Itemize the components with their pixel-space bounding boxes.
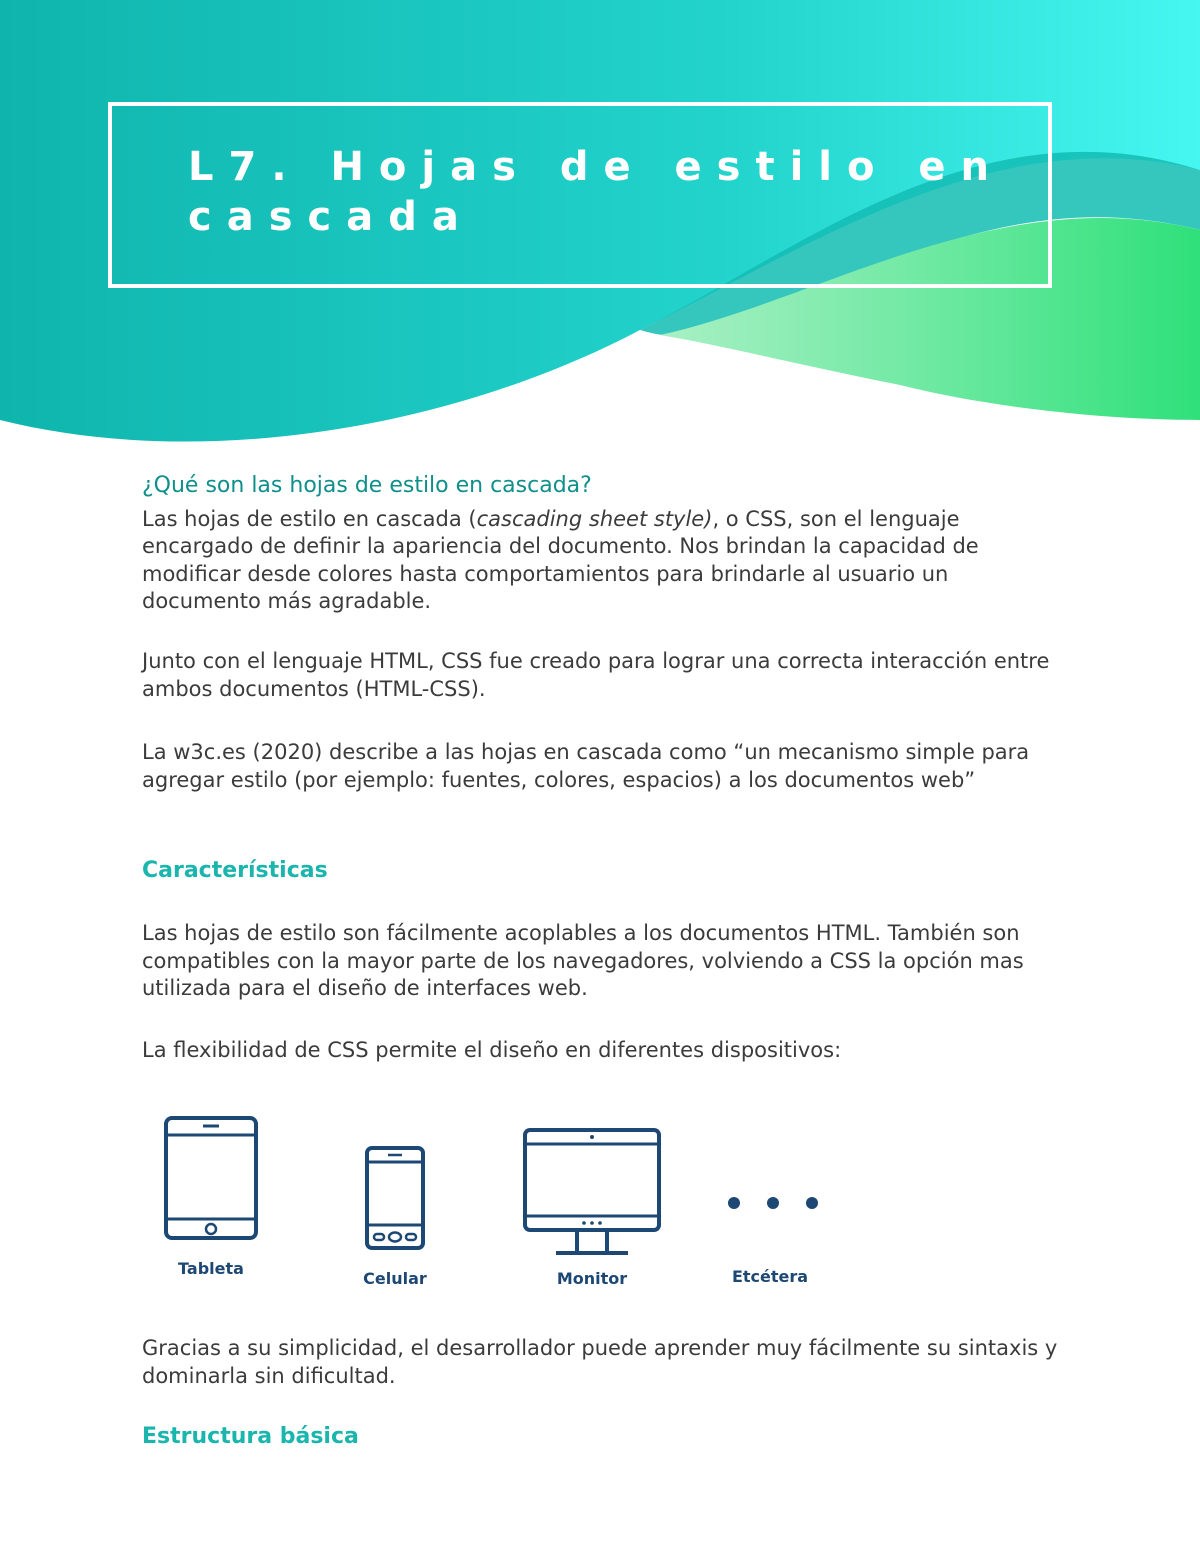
- devices-illustration: [150, 1115, 870, 1305]
- caracteristicas-p1-block: [142, 920, 1072, 1003]
- tablet-icon: [163, 1115, 259, 1241]
- intro-p1-start: Las hojas de estilo en cascada (: [142, 506, 477, 531]
- caracteristicas-heading: Características: [142, 858, 328, 883]
- device-label-ellipsis: Etcétera: [731, 1267, 809, 1286]
- page-title: L7. Hojas de estilo en cascada: [188, 144, 1005, 240]
- caracteristicas-p3-block: [142, 1335, 1072, 1390]
- device-label-tablet: Tableta: [178, 1259, 244, 1278]
- intro-p1-emphasis: cascading sheet style): [476, 506, 713, 531]
- title-frame: [108, 102, 1052, 288]
- intro-paragraph-1: [142, 506, 1072, 616]
- phone-icon: [364, 1145, 426, 1251]
- caracteristicas-paragraph-2: La flexibilidad de CSS permite el diseño en diferentes dispositivos:: [142, 1038, 842, 1062]
- estructura-heading: Estructura básica: [142, 1424, 359, 1449]
- intro-question-heading: ¿Qué son las hojas de estilo en cascada?: [142, 473, 592, 498]
- caracteristicas-paragraph-1: Las hojas de estilo son fácilmente acoplables a los documentos HTML. También son compatibles con la mayor parte de los navegadores, volviendo a CSS la opción mas utilizada para el diseño de interfaces web.: [142, 921, 1024, 1000]
- caracteristicas-p2-block: [142, 1037, 1072, 1065]
- intro-paragraph-3-block: [142, 739, 1072, 794]
- intro-p1-end: , o CSS, son el lenguaje encargado de definir la apariencia del documento. Nos brindan la capacidad de modificar desde colores hasta comportamientos para brindarle al usuario un documento más agradable.: [142, 506, 979, 613]
- device-ellipsis: [720, 1191, 820, 1286]
- intro-paragraph-2: Junto con el lenguaje HTML, CSS fue creado para lograr una correcta interacción entre ambos documentos (HTML-CSS).: [142, 649, 1050, 701]
- intro-paragraph-3: La w3c.es (2020) describe a las hojas en cascada como “un mecanismo simple para agregar estilo (por ejemplo: fuentes, colores, espacios) a los documentos web”: [142, 740, 1030, 792]
- intro-section: [142, 472, 1072, 616]
- caracteristicas-heading-block: [142, 857, 1072, 885]
- device-monitor: [520, 1127, 664, 1288]
- device-label-phone: Celular: [363, 1269, 427, 1288]
- device-phone: [360, 1145, 430, 1288]
- ellipsis-icon: [720, 1191, 820, 1215]
- intro-paragraph-2-block: [142, 648, 1072, 703]
- device-label-monitor: Monitor: [556, 1269, 628, 1288]
- caracteristicas-paragraph-3: Gracias a su simplicidad, el desarrollador puede aprender muy fácilmente su sintaxis y dominarla sin dificultad.: [142, 1336, 1058, 1388]
- estructura-heading-block: [142, 1423, 1072, 1451]
- device-tablet: [150, 1115, 272, 1278]
- monitor-icon: [522, 1127, 662, 1257]
